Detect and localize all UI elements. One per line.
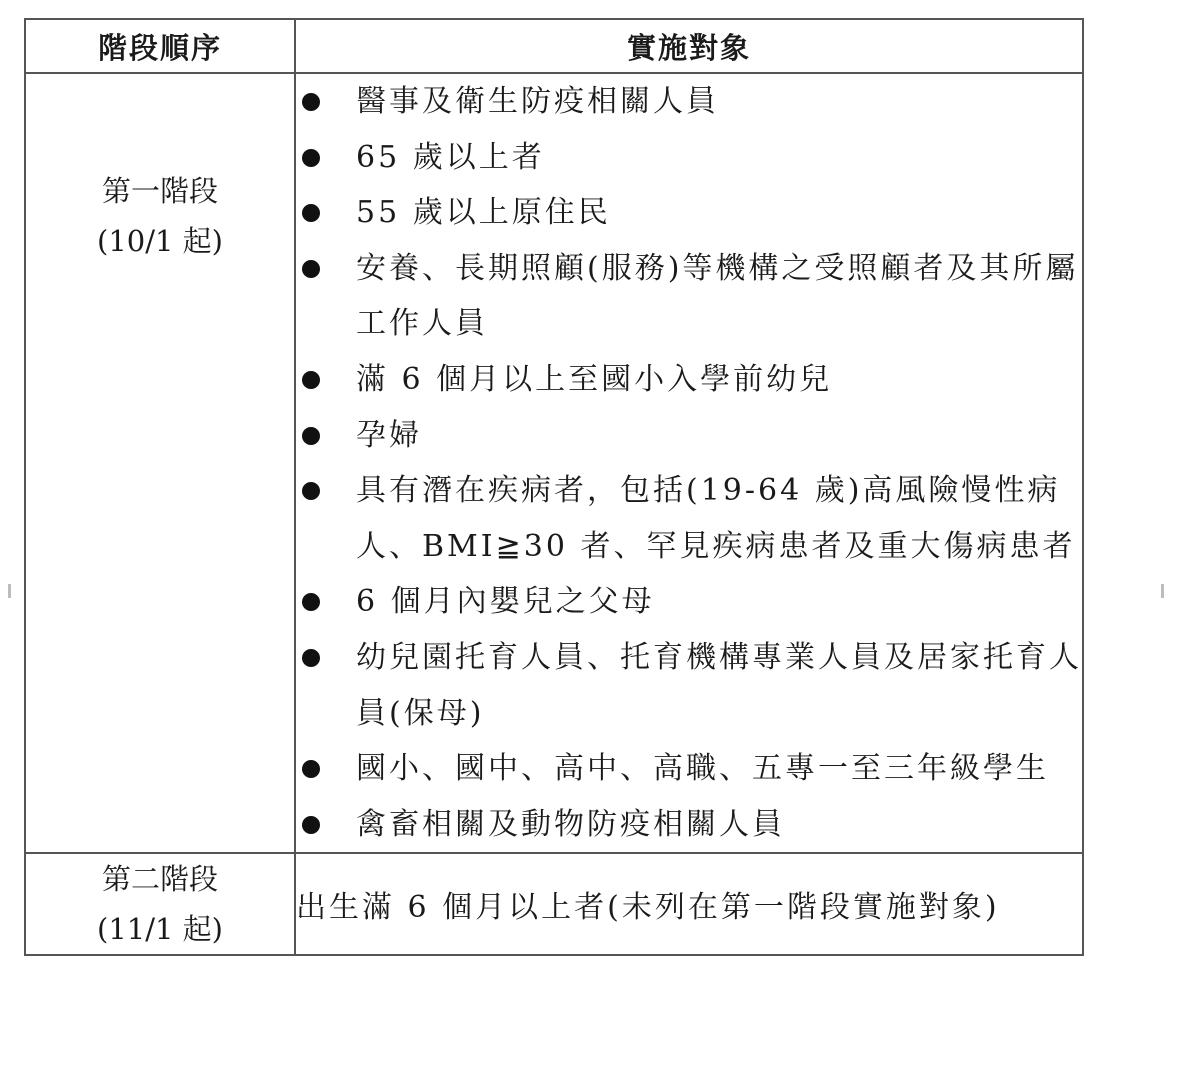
list-item-text: 6 個月內嬰兒之父母 <box>356 584 655 620</box>
header-stage-order: 階段順序 <box>25 19 295 73</box>
bullet-icon <box>302 149 320 167</box>
list-item-text: 滿 6 個月以上至國小入學前幼兒 <box>356 361 833 397</box>
stage-two-cell <box>25 853 295 955</box>
bullet-icon <box>302 260 320 278</box>
list-item-text: 幼兒園托育人員、托育機構專業人員及居家托育人員(保母) <box>356 639 1082 731</box>
bullet-icon <box>302 649 320 667</box>
stage-one-label: 第一階段 <box>101 174 218 208</box>
stage-one-cell <box>25 73 295 853</box>
table-row <box>25 853 1083 955</box>
list-item-text: 孕婦 <box>356 417 422 453</box>
target-list <box>296 74 1082 852</box>
list-item <box>296 741 1082 797</box>
vaccination-schedule-table <box>24 18 1084 956</box>
list-item-text: 醫事及衛生防疫相關人員 <box>356 84 719 119</box>
list-item <box>296 185 1082 241</box>
list-item <box>296 630 1082 741</box>
bullet-icon <box>302 204 320 222</box>
list-item <box>296 574 1082 630</box>
list-item-text: 禽畜相關及動物防疫相關人員 <box>356 806 785 842</box>
stage-two-label: 第二階段 <box>101 862 218 897</box>
table-header-row <box>25 19 1083 73</box>
list-item-text: 具有潛在疾病者，包括(19-64 歲)高風險慢性病人、BMI≧30 者、罕見疾病患者及重大傷病患者 <box>356 473 1076 564</box>
header-target-group: 實施對象 <box>295 19 1083 73</box>
bullet-icon <box>302 760 320 778</box>
bullet-icon <box>302 816 320 834</box>
list-item <box>296 408 1082 464</box>
list-item <box>296 352 1082 408</box>
left-edge-mark <box>8 584 11 598</box>
stage-one-date: (10/1 起) <box>97 224 223 258</box>
table-row <box>25 73 1083 853</box>
bullet-icon <box>302 482 320 500</box>
stage-two-date: (11/1 起) <box>97 912 223 947</box>
stage-one-targets <box>295 73 1083 853</box>
right-edge-mark <box>1161 584 1164 598</box>
list-item <box>296 797 1082 853</box>
list-item-text: 55 歲以上原住民 <box>356 195 611 231</box>
list-item-text: 安養、長期照顧(服務)等機構之受照顧者及其所屬工作人員 <box>356 250 1079 342</box>
list-item <box>296 241 1082 352</box>
bullet-icon <box>302 427 320 445</box>
stage-two-target: 出生滿 6 個月以上者(未列在第一階段實施對象) <box>295 853 1083 955</box>
list-item <box>296 74 1082 130</box>
list-item <box>296 463 1082 574</box>
list-item-text: 國小、國中、高中、高職、五專一至三年級學生 <box>356 751 1049 787</box>
bullet-icon <box>302 593 320 611</box>
list-item-text: 65 歲以上者 <box>356 139 545 175</box>
bullet-icon <box>302 93 320 111</box>
bullet-icon <box>302 371 320 389</box>
list-item <box>296 130 1082 186</box>
